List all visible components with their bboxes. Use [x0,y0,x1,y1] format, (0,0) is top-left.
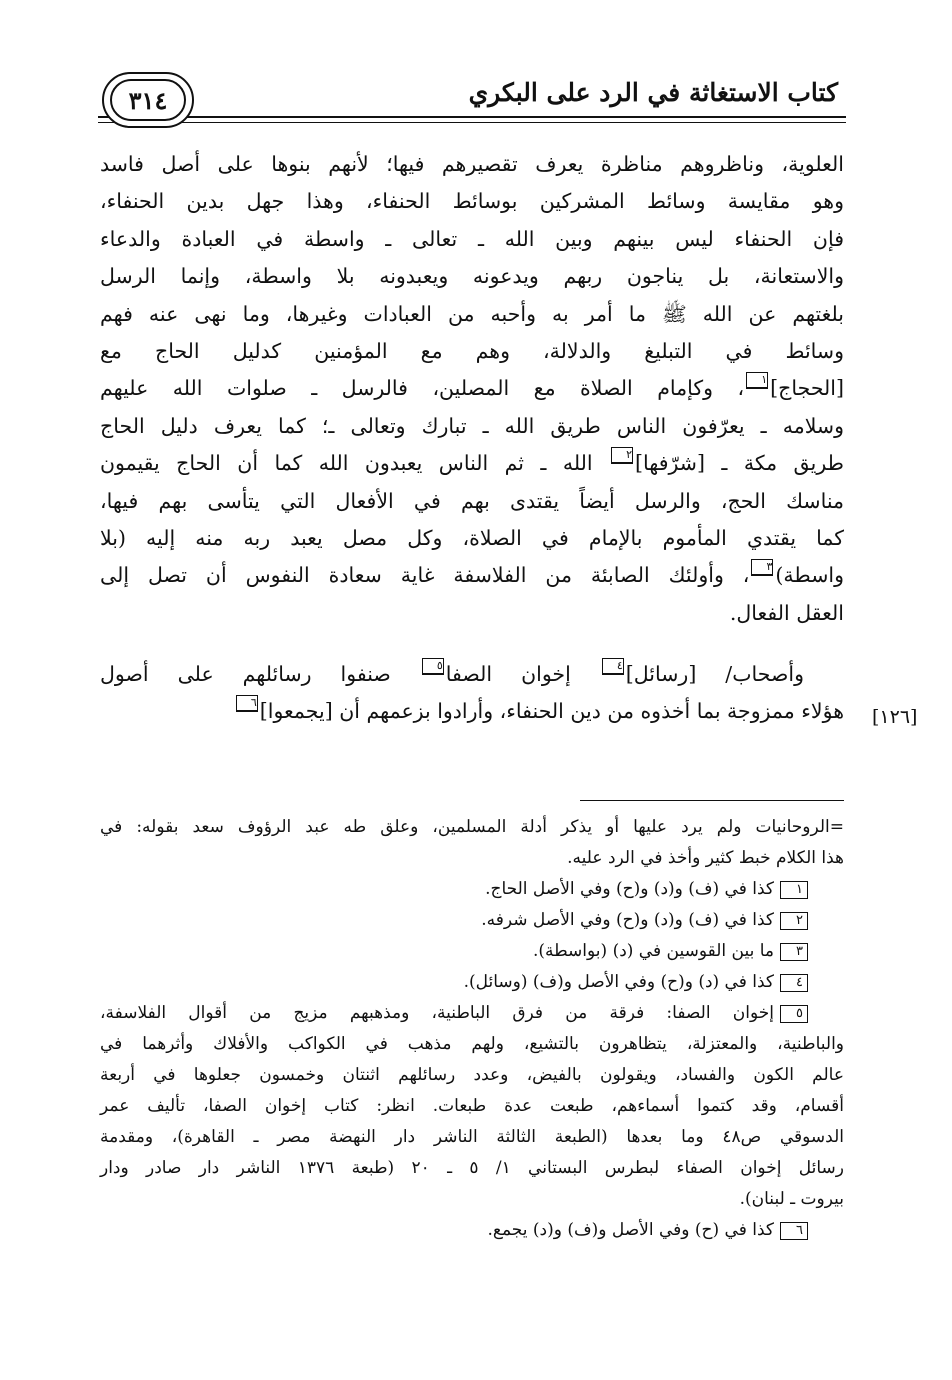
text-line: العلوية، وناظروهم مناظرة يعرف تقصيرهم فيها؛ لأنهم بنوها على أصل فاسد [100,152,844,176]
footnote-line: رسائل إخوان الصفاء لبطرس البستاني ١/ ٥ ـ ٢٠ (طبعة ١٣٧٦ الناشر دار صادر ودار [100,1158,844,1178]
text-line: طريق مكة ـ [شرّفها]٢ الله ـ ثم الناس يعبدون الله كما أن الحاج يقيمون [100,448,844,476]
header-rule-thin [98,122,846,123]
footnote-line: الدسوقي ص٤٨ وما بعدها (الطبعة الثالثة الناشر دار النهضة مصر ـ القاهرة)، ومقدمة [100,1127,844,1147]
footnote-line: عالم الكون والفساد، ويقولون بالفيض، وعدد رسائلهم اثنتان وخمسون جعلوها في أربعة [100,1065,844,1085]
footnote-ref[interactable]: ٤ [602,658,624,675]
page-number: ٣١٤ [128,85,168,115]
footnote-3: ٣ما بين القوسين في (د) (بواسطة). [100,936,844,967]
footnote-2: ٢كذا في (ف) و(د) و(ح) وفي الأصل شرفه. [100,905,844,936]
text-line: هؤلاء ممزوجة بما أخذوه من دين الحنفاء، وأرادوا بزعمهم أن [يجمعوا]٦ [100,693,844,730]
text-line: كما يقتدي المأموم بالإمام في الصلاة، وكل مصل يعبد ربه منه إليه (بلا [100,525,844,550]
footnote-number: ٢ [780,912,808,930]
page-header [98,72,846,128]
text-line: وسائط في التبليغ والدلالة، وهم مع المؤمنين كدليل الحاج مع [100,338,844,363]
text-line: والاستعانة، بل يناجون ربهم ويدعونه ويعبدونه بلا واسطة، وإنما الرسل [100,264,844,289]
footnote-ref[interactable]: ١ [746,372,768,389]
margin-page-reference: [١٢٦] [872,706,918,728]
footnotes [100,812,844,1246]
footnote-line: أقسام، وقد كتموا أسماءهم، طبعت عدة طبعات. انظر: كتاب إخوان الصفا، تأليف عمر [100,1096,844,1116]
book-title: كتاب الاستغاثة في الرد على البكري [468,78,838,107]
main-text [100,146,844,731]
footnote-1: ١كذا في (ف) و(د) و(ح) وفي الأصل الحاج. [100,874,844,905]
header-rule [98,116,846,118]
text-line: وأصحاب/ [رسائل]٤ إخوان الصفا٥ صنفوا رسائلهم على أصول [100,659,804,687]
text-line: بلغتهم عن الله ﷺ ما أمر به وأحبه من العبادات وغيرها، وما نهى عنه فهم [100,301,844,326]
text-line: فإن الحنفاء ليس بينهم وبين الله ـ تعالى ـ واسطة في العبادة والدعاء [100,226,844,251]
footnote-number: ٦ [780,1222,808,1240]
footnote-line: والباطنية، والمعتزلة، يتظاهرون بالتشيع، ولهم مذهب في الكواكب والأفلاك وأثرهما في [100,1034,844,1054]
footnote-ref[interactable]: ٥ [422,658,444,675]
footnote-number: ٣ [780,943,808,961]
footnote-number: ٥ [780,1005,808,1023]
text-line: [الحجاج]١، وكإمام الصلاة مع المصلين، فالرسل ـ صلوات الله عليهم [100,373,844,401]
footnote-6: ٦كذا في (ح) وفي الأصل و(ف) و(د) يجمع. [100,1215,844,1246]
footnote-line: بيروت ـ لبنان). [739,1189,844,1209]
text-line: وسلامه ـ يعرّفون الناس طريق الله ـ تبارك وتعالى ـ؛ كما يعرف دليل الحاج [100,413,844,438]
footnote-ref[interactable]: ٢ [611,447,633,464]
footnote-separator [580,800,844,801]
footnote-number: ٤ [780,974,808,992]
footnote-4: ٤كذا في (د) و(ح) وفي الأصل و(ف) (وسائل). [100,967,844,998]
page-number-badge [102,72,194,128]
footnote-ref[interactable]: ٣ [751,559,773,576]
footnote-number: ١ [780,881,808,899]
footnote-ref[interactable]: ٦ [236,695,258,712]
footnote-line: هذا الكلام خبط كثير وأخذ في الرد عليه. [567,848,844,868]
footnote-5: ٥إخوان الصفا: فرقة من فرق الباطنية، ومذهبهم مزيج من أقوال الفلاسفة، [100,998,844,1029]
text-line: العقل الفعال. [729,600,844,625]
text-line: واسطة)٣، وأولئك الصابئة من الفلاسفة غاية سعادة النفوس أن تصل إلى [100,560,844,588]
footnote-line: =الروحانيات ولم يرد عليها أو يذكر أدلة المسلمين، وعلق طه عبد الرؤوف سعد بقوله: في [100,817,844,837]
text-line: وهو مقايسة وسائط المشركين بوسائط الحنفاء، وهذا جهل بدين الحنفاء، [100,189,844,214]
text-line: مناسك الحج، والرسل أيضاً يقتدى بهم في الأفعال التي يتأسى بهم فيها، [100,488,844,513]
